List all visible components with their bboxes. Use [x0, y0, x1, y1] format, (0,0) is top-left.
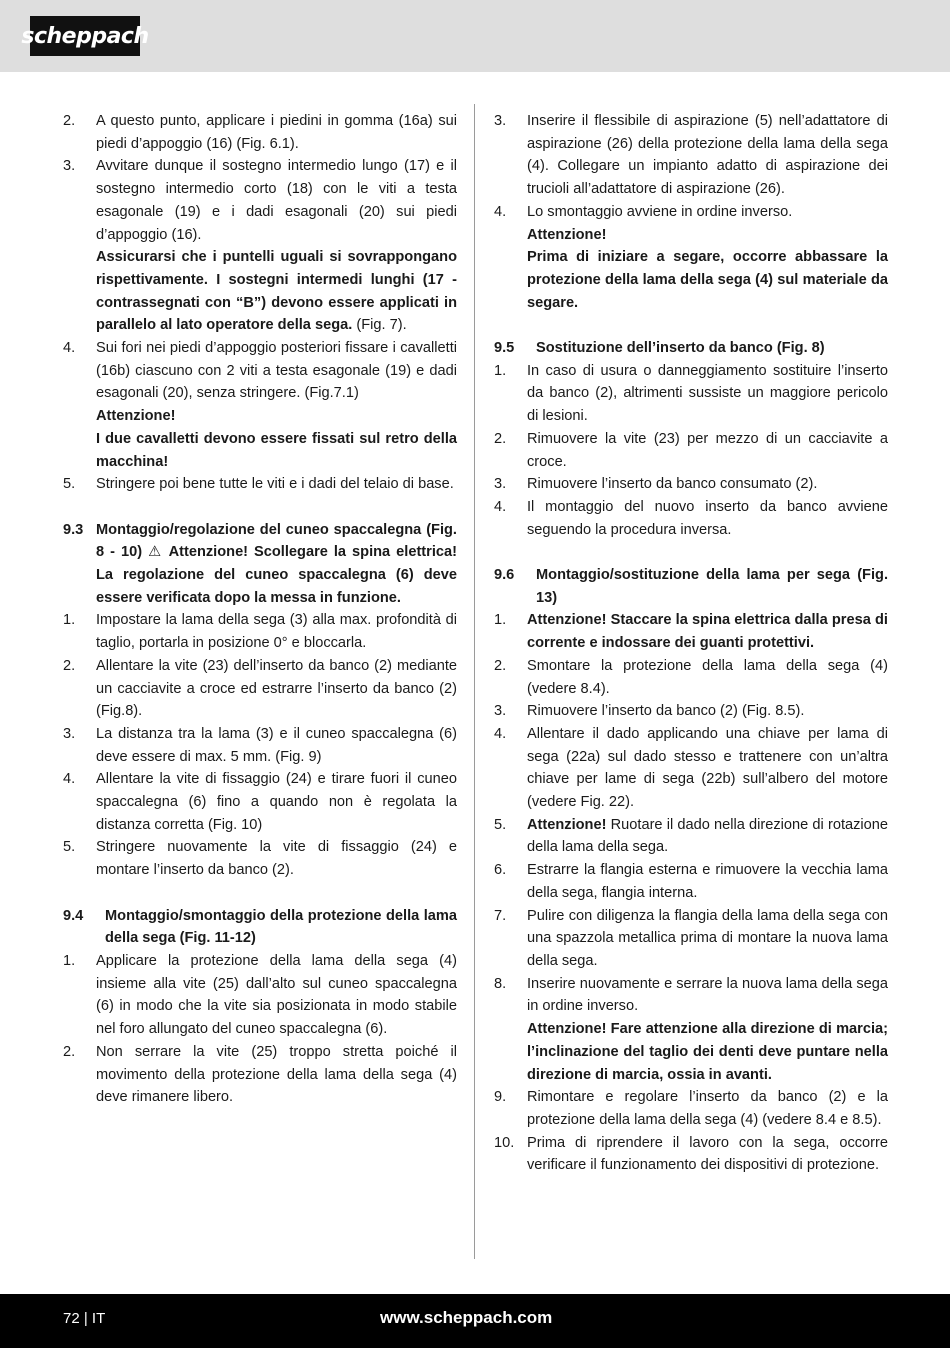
item-number: 2. [63, 113, 76, 129]
list-item [494, 655, 888, 700]
warning-text: Assicurarsi che i puntelli uguali si sovrappongano rispettivamente. I sostegni intermedi lunghi (17 - contrassegnati con “B”) devono essere applicati in parallelo al lato operatore della sega. [96, 249, 457, 334]
list-item [63, 836, 457, 881]
item-number: 1. [494, 362, 507, 379]
section-heading-9-4 [63, 905, 457, 950]
warning-text: I due cavalletti devono essere fissati sul retro della macchina! [96, 430, 457, 470]
list-item [494, 1132, 888, 1177]
section-title: Sostituzione dell’inserto da banco (Fig. 8) [536, 340, 825, 357]
right-column [494, 110, 888, 1177]
item-number: 7. [494, 907, 507, 924]
item-number: 4. [494, 203, 507, 220]
list-item [494, 1086, 888, 1131]
list-item [63, 723, 457, 768]
item-text: Il montaggio del nuovo inserto da banco avviene seguendo la procedura inversa. [527, 498, 888, 538]
page-footer [0, 1294, 950, 1348]
website-link[interactable]: www.scheppach.com [380, 1308, 553, 1327]
item-number: 4. [63, 340, 76, 357]
item-text: Allentare il dado applicando una chiave per lama di sega (22a) sul dado stesso e trattenere con un’altra chiave per lame di sega (22b) sull’albero del motore (vedere Fig. 22). [527, 725, 888, 811]
attention-label: Attenzione! [527, 816, 607, 833]
item-content [96, 337, 457, 473]
item-number: 5. [63, 476, 76, 493]
item-number: 1. [63, 612, 76, 629]
item-text: Rimontare e regolare l’inserto da banco (2) e la protezione della lama della sega (4) (vedere 8.4 e 8.5). [527, 1089, 888, 1128]
item-text: Avvitare dunque il sostegno intermedio lungo (17) e il sostegno intermedio corto (18) con le viti a testa esagonale (19) e i dadi esagonali (20) sui piedi d’appoggio (16). [96, 158, 457, 243]
list-item [494, 814, 888, 859]
section-9-4-list [63, 950, 457, 1109]
attention-label: Attenzione! [527, 226, 607, 243]
warning-text: Attenzione! Fare attenzione alla direzione di marcia; l’inclinazione del taglio dei denti deve puntare nella direzione di marcia, ossia in avanti. [527, 1021, 888, 1083]
list-item [63, 655, 457, 723]
section-title: Montaggio/smontaggio della protezione della lama della sega (Fig. 11-12) [105, 907, 457, 947]
item-text: Ruotare il dado nella direzione di rotazione della lama della sega. [527, 816, 888, 856]
item-text: Inserire nuovamente e serrare la nuova lama della sega in ordine inverso. [527, 975, 888, 1015]
item-text: A questo punto, applicare i piedini in gomma (16a) sui piedi d’appoggio (16) (Fig. 6.1). [96, 113, 457, 152]
list-item [63, 609, 457, 654]
item-content [96, 155, 457, 337]
item-number: 4. [494, 498, 507, 515]
item-number: 4. [494, 725, 507, 742]
list-item [494, 859, 888, 904]
item-text: Sui fori nei piedi d’appoggio posteriori fissare i cavalletti (16b) ciascuno con 2 viti a testa esagonale (19) e dadi esagonali (20), senza stringere. (Fig.7.1) [96, 340, 457, 402]
item-text: Allentare la vite di fissaggio (24) e tirare fuori il cuneo spaccalegna (6) fino a quando non è regolata la distanza corretta (Fig. 10) [96, 771, 457, 833]
list-item [63, 155, 457, 337]
item-text: Stringere nuovamente la vite di fissaggio (24) e montare l’inserto da banco (2). [96, 839, 457, 879]
item-content [527, 973, 888, 1087]
list-item [494, 496, 888, 541]
item-text: Allentare la vite (23) dell’inserto da banco (2) mediante un cacciavite a croce ed estrarre l’inserto da banco (2) (Fig.8). [96, 657, 457, 720]
list-item [63, 1041, 457, 1109]
item-text: Rimuovere l’inserto da banco consumato (2). [527, 476, 818, 493]
warning-triangle-icon: ⚠ [148, 544, 164, 561]
brand-logo: scheppach [30, 16, 140, 56]
section-number: 9.5 [494, 340, 515, 357]
list-item [63, 768, 457, 836]
list-item [494, 723, 888, 814]
item-text: La distanza tra la lama (3) e il cuneo spaccalegna (6) deve essere di max. 5 mm. (Fig. 9) [96, 725, 457, 765]
list-item [494, 609, 888, 654]
list-item [494, 201, 888, 315]
item-text: Non serrare la vite (25) troppo stretta poiché il movimento della protezione della lama della sega (4) deve rimanere libero. [96, 1043, 457, 1106]
item-content [527, 814, 888, 859]
list-item [63, 337, 457, 473]
section-heading-9-3 [63, 519, 457, 610]
item-number: 2. [63, 1043, 76, 1060]
item-number: 6. [494, 862, 507, 879]
list-item [494, 110, 888, 201]
item-number: 1. [63, 952, 76, 969]
page-number: 72 | IT [63, 1310, 106, 1327]
list-item [494, 473, 888, 496]
item-text: Inserire il flessibile di aspirazione (5) nell’adattatore di aspirazione (26) della protezione della lama della sega (4). Collegare un impianto adatto di aspirazione dei trucioli all’adattatore di aspirazione (26). [527, 113, 888, 198]
section-heading-9-6 [494, 564, 888, 609]
list-item [494, 973, 888, 1087]
item-number: 3. [494, 476, 507, 493]
item-text: Applicare la protezione della lama della sega (4) insieme alla vite (25) dall’alto sul cuneo spaccalegna (6) in modo che la vite sia posizionata in modo stabile nel foro allungato del cuneo spaccalegna (6). [96, 952, 457, 1038]
section-title: Montaggio/regolazione del cuneo spaccalegna (Fig. 8 - 10) [96, 521, 457, 561]
left-column [63, 110, 457, 1109]
list-item [494, 700, 888, 723]
page-header [0, 0, 950, 72]
warning-text: Attenzione! Scollegare la spina elettrica! La regolazione del cuneo spaccalegna (6) deve essere verificata dopo la messa in funzione. [96, 544, 457, 606]
item-text: Pulire con diligenza la flangia della lama della sega con una spazzola metallica prima di montare la nuova lama della sega. [527, 907, 888, 969]
figure-reference: (Fig. 7). [352, 317, 407, 334]
item-number: 1. [494, 612, 507, 629]
item-text: Estrarre la flangia esterna e rimuovere la vecchia lama della sega, flangia interna. [527, 862, 888, 901]
list-item [63, 473, 457, 496]
item-number: 9. [494, 1089, 507, 1106]
section-title: Montaggio/sostituzione della lama per sega (Fig. 13) [536, 567, 888, 606]
item-number: 3. [63, 158, 76, 175]
section-number: 9.4 [63, 907, 84, 924]
warning-text: Attenzione! Staccare la spina elettrica dalla presa di corrente e indossare dei guanti protettivi. [527, 612, 888, 652]
item-text: Stringere poi bene tutte le viti e i dadi del telaio di base. [96, 476, 454, 493]
section-number: 9.6 [494, 567, 515, 584]
item-number: 3. [494, 703, 507, 720]
attention-label: Attenzione! [96, 408, 176, 425]
list-item [494, 428, 888, 473]
item-text: Rimuovere l’inserto da banco (2) (Fig. 8.5). [527, 703, 805, 720]
section-number: 9.3 [63, 521, 84, 538]
item-text: Rimuovere la vite (23) per mezzo di un cacciavite a croce. [527, 430, 888, 470]
section-9-3-list [63, 609, 457, 881]
item-number: 4. [63, 771, 76, 788]
warning-text: Prima di iniziare a segare, occorre abbassare la protezione della lama della sega (4) sul materiale da segare. [527, 249, 888, 311]
item-text: In caso di usura o danneggiamento sostituire l’inserto da banco (2), altrimenti sussiste un maggiore pericolo di lesioni. [527, 362, 888, 425]
item-number: 3. [63, 725, 76, 742]
item-text: Prima di riprendere il lavoro con la sega, occorre verificare il funzionamento dei dispositivi di protezione. [527, 1134, 888, 1174]
item-number: 8. [494, 975, 507, 992]
item-number: 2. [63, 657, 76, 674]
item-text: Impostare la lama della sega (3) alla max. profondità di taglio, portarla in posizione 0° e bloccarla. [96, 612, 457, 652]
item-number: 2. [494, 657, 507, 674]
item-number: 5. [63, 839, 76, 856]
item-number: 10. [494, 1134, 515, 1151]
list-item [63, 110, 457, 155]
item-number: 3. [494, 113, 507, 129]
item-text: Smontare la protezione della lama della sega (4) (vedere 8.4). [527, 657, 888, 697]
list-item [494, 905, 888, 973]
column-divider [474, 104, 475, 1259]
item-text: Lo smontaggio avviene in ordine inverso. [527, 203, 793, 220]
list-item [63, 950, 457, 1041]
item-number: 5. [494, 816, 507, 833]
section-heading-9-5 [494, 337, 888, 360]
section-9-5-list [494, 360, 888, 542]
list-item [494, 360, 888, 428]
item-number: 2. [494, 430, 507, 447]
item-content [527, 201, 888, 315]
